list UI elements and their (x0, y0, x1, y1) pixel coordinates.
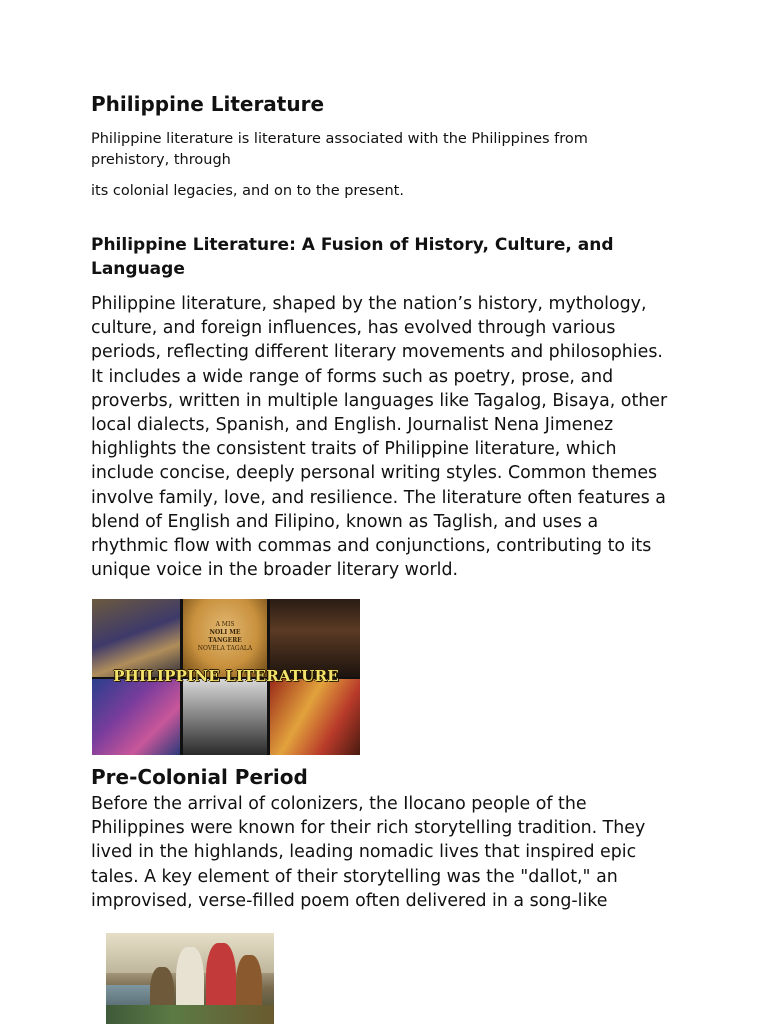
body-line: rhythmic flow with commas and conjunctions, contributing to its (91, 536, 652, 557)
fusion-paragraph (91, 292, 691, 582)
heading-line: Philippine Literature: A Fusion of History, Culture, and (91, 235, 614, 255)
pre-colonial-painting-image (106, 933, 274, 1024)
body-line: Philippines were known for their rich storytelling tradition. They (91, 818, 646, 839)
collage-overlay-title: PHILIPPINE LITERATURE (113, 667, 339, 685)
collage-tile-dancers (270, 679, 360, 755)
collage-tile-mural (92, 679, 180, 755)
intro-paragraph-continued: its colonial legacies, and on to the present. (91, 183, 404, 199)
body-line: tales. A key element of their storytelling was the "dallot," an (91, 866, 618, 887)
section-heading-fusion (91, 233, 691, 281)
intro-line: Philippine literature is literature associated with the Philippines from (91, 131, 588, 147)
intro-paragraph (91, 129, 651, 171)
painting-ground (106, 1005, 274, 1024)
intro-line: prehistory, through (91, 152, 231, 168)
body-line: It includes a wide range of forms such as poetry, prose, and (91, 366, 614, 387)
philippine-literature-collage-image (92, 599, 360, 755)
body-line: unique voice in the broader literary world. (91, 560, 459, 581)
poster-line: NOVELA TAGALA (197, 645, 253, 652)
section-heading-pre-colonial: Pre-Colonial Period (91, 765, 308, 789)
document-title: Philippine Literature (91, 92, 325, 116)
body-line: lived in the highlands, leading nomadic lives that inspired epic (91, 842, 637, 863)
body-line: periods, reflecting different literary movements and philosophies. (91, 342, 663, 363)
body-line: highlights the consistent traits of Philippine literature, which (91, 439, 617, 460)
poster-line: A MIS (215, 621, 235, 628)
body-line: improvised, verse-filled poem often delivered in a song-like (91, 890, 608, 911)
body-line: culture, and foreign influences, has evolved through various (91, 318, 616, 339)
poster-line: NOLI ME TANGERE (208, 629, 242, 644)
body-line: Philippine literature, shaped by the nation’s history, mythology, (91, 294, 647, 314)
body-line: blend of English and Filipino, known as Taglish, and uses a (91, 511, 599, 532)
body-line: local dialects, Spanish, and English. Journalist Nena Jimenez (91, 415, 614, 436)
painting-sea (106, 985, 156, 1005)
body-line: proverbs, written in multiple languages like Tagalog, Bisaya, other (91, 390, 668, 411)
body-line: involve family, love, and resilience. The literature often features a (91, 487, 666, 508)
heading-line: Language (91, 259, 185, 279)
body-line: include concise, deeply personal writing styles. Common themes (91, 463, 658, 484)
body-line: Before the arrival of colonizers, the Ilocano people of the (91, 794, 587, 814)
collage-tile-portrait (183, 679, 267, 755)
collage-poster-text (192, 621, 258, 653)
pre-colonial-paragraph (91, 792, 691, 913)
